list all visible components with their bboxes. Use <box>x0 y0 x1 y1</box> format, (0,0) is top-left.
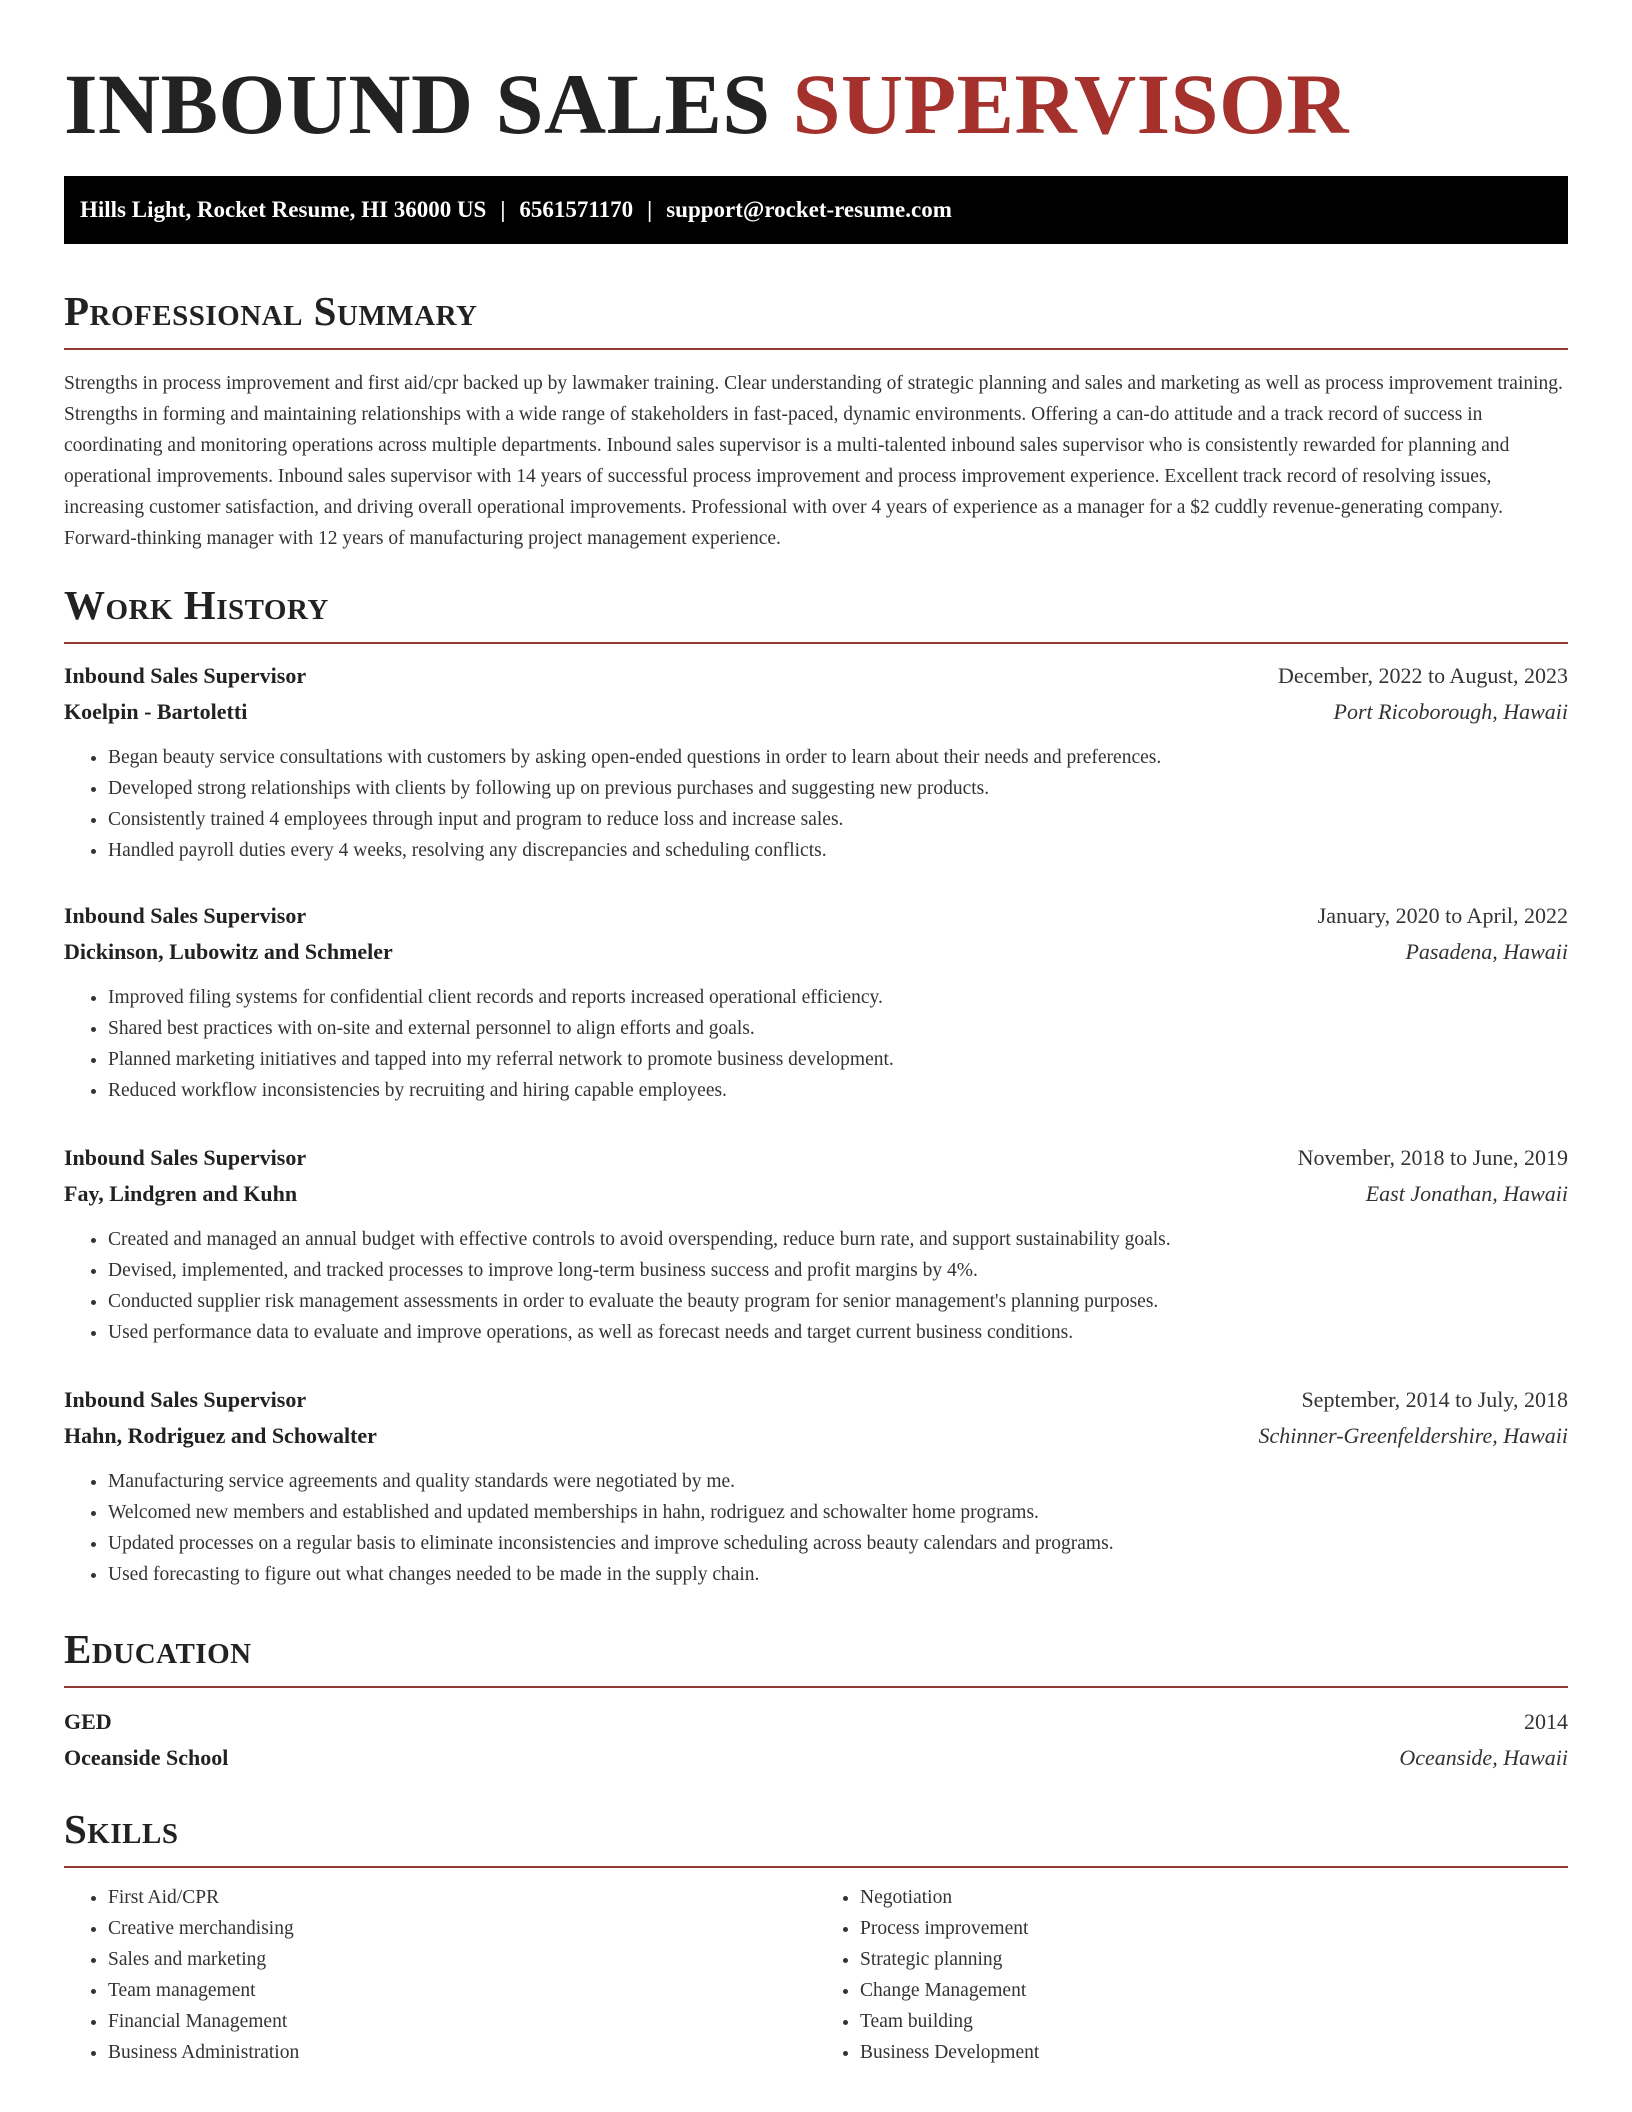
skill-item: • Process improvement <box>860 1913 1568 1944</box>
education-location: Oceanside, Hawaii <box>1399 1745 1568 1770</box>
job-entry <box>64 898 1568 1106</box>
skill-item: • Business Administration <box>108 2037 816 2068</box>
title-primary: INBOUND SALES <box>64 56 771 152</box>
work-history-section <box>64 580 1568 644</box>
contact-phone: 6561571170 <box>519 197 634 222</box>
section-divider <box>64 642 1568 644</box>
job-company: Hahn, Rodriguez and Schowalter <box>64 1423 377 1448</box>
list-item: • Used performance data to evaluate and improve operations, as well as forecast needs and target current business conditions. <box>108 1317 1568 1348</box>
list-item: • Consistently trained 4 employees through input and program to reduce loss and increase sales. <box>108 804 1568 835</box>
skill-item: • Sales and marketing <box>108 1944 816 1975</box>
job-title: Inbound Sales Supervisor <box>64 1145 307 1170</box>
list-item: • Developed strong relationships with clients by following up on previous purchases and suggesting new products. <box>108 773 1568 804</box>
contact-email[interactable]: support@rocket-resume.com <box>666 197 952 222</box>
job-location: Schinner-Greenfeldershire, Hawaii <box>1258 1423 1568 1448</box>
list-item: • Shared best practices with on-site and external personnel to align efforts and goals. <box>108 1013 1568 1044</box>
job-location: Pasadena, Hawaii <box>1405 939 1568 964</box>
skill-item: • Negotiation <box>860 1882 1568 1913</box>
skill-item: • Creative merchandising <box>108 1913 816 1944</box>
section-heading: Work History <box>64 582 329 628</box>
job-dates: January, 2020 to April, 2022 <box>1317 903 1568 928</box>
section-divider <box>64 1866 1568 1868</box>
list-item: • Reduced workflow inconsistencies by recruiting and hiring capable employees. <box>108 1075 1568 1106</box>
skills-column-left <box>64 1882 816 2068</box>
contact-separator: | <box>500 197 506 222</box>
list-item: • Updated processes on a regular basis to eliminate inconsistencies and improve scheduling across beauty calendars and programs. <box>108 1528 1568 1559</box>
skill-item: • Change Management <box>860 1975 1568 2006</box>
list-item: • Conducted supplier risk management assessments in order to evaluate the beauty program for senior management's planning purposes. <box>108 1286 1568 1317</box>
job-entry <box>64 1382 1568 1590</box>
section-heading: Professional Summary <box>64 288 478 334</box>
job-title: Inbound Sales Supervisor <box>64 1387 307 1412</box>
summary-text: Strengths in process improvement and first aid/cpr backed up by lawmaker training. Clear understanding of strategic planning and sales and marketing as well as process improvement training. Strengths in forming and maintaining relationships with a wide range of stakeholders in fast-paced, dynamic environments. Offering a can-do attitude and a track record of success in coordinating and monitoring operations across multiple departments. Inbound sales supervisor is a multi-talented inbound sales supervisor who is consistently rewarded for planning and operational improvements. Inbound sales supervisor with 14 years of successful process improvement and process improvement experience. Excellent track record of resolving issues, increasing customer satisfaction, and driving overall operational improvements. Professional with over 4 years of experience as a manager for a $2 cuddly revenue-generating company. Forward-thinking manager with 12 years of manufacturing project management experience. <box>64 373 1563 549</box>
contact-bar <box>64 176 1568 244</box>
job-company: Dickinson, Lubowitz and Schmeler <box>64 939 393 964</box>
education-year: 2014 <box>1524 1709 1568 1734</box>
skills-section <box>64 1804 1568 2068</box>
skill-item: • Business Development <box>860 2037 1568 2068</box>
skills-list <box>64 1882 1568 2068</box>
section-divider <box>64 348 1568 350</box>
list-item: • Manufacturing service agreements and quality standards were negotiated by me. <box>108 1466 1568 1497</box>
list-item: • Handled payroll duties every 4 weeks, resolving any discrepancies and scheduling conflicts. <box>108 835 1568 866</box>
skill-item: • Strategic planning <box>860 1944 1568 1975</box>
job-dates: December, 2022 to August, 2023 <box>1278 663 1568 688</box>
list-item: • Began beauty service consultations with customers by asking open-ended questions in order to learn about their needs and preferences. <box>108 742 1568 773</box>
resume-title <box>64 0 1568 176</box>
education-school: Oceanside School <box>64 1745 229 1770</box>
job-company: Fay, Lindgren and Kuhn <box>64 1181 298 1206</box>
section-divider <box>64 1686 1568 1688</box>
skill-item: • Financial Management <box>108 2006 816 2037</box>
job-company: Koelpin - Bartoletti <box>64 699 248 724</box>
list-item: • Used forecasting to figure out what changes needed to be made in the supply chain. <box>108 1559 1568 1590</box>
section-heading: Education <box>64 1626 252 1672</box>
job-entry <box>64 658 1568 866</box>
skill-item: • Team management <box>108 1975 816 2006</box>
job-dates: November, 2018 to June, 2019 <box>1297 1145 1568 1170</box>
job-title: Inbound Sales Supervisor <box>64 903 307 928</box>
skills-column-right <box>816 1882 1568 2068</box>
job-entry <box>64 1140 1568 1348</box>
section-heading: Skills <box>64 1806 179 1852</box>
list-item: • Created and managed an annual budget with effective controls to avoid overspending, reduce burn rate, and support sustainability goals. <box>108 1224 1568 1255</box>
job-bullets <box>64 1466 1568 1590</box>
job-title: Inbound Sales Supervisor <box>64 663 307 688</box>
contact-address: Hills Light, Rocket Resume, HI 36000 US <box>80 197 487 222</box>
job-bullets <box>64 742 1568 866</box>
job-location: Port Ricoborough, Hawaii <box>1333 699 1568 724</box>
list-item: • Devised, implemented, and tracked processes to improve long-term business success and profit margins by 4%. <box>108 1255 1568 1286</box>
skill-item: • First Aid/CPR <box>108 1882 816 1913</box>
list-item: • Welcomed new members and established and updated memberships in hahn, rodriguez and schowalter home programs. <box>108 1497 1568 1528</box>
education-section <box>64 1624 1568 1776</box>
list-item: • Planned marketing initiatives and tapped into my referral network to promote business development. <box>108 1044 1568 1075</box>
job-bullets <box>64 1224 1568 1348</box>
job-location: East Jonathan, Hawaii <box>1365 1181 1568 1206</box>
list-item: • Improved filing systems for confidential client records and reports increased operational efficiency. <box>108 982 1568 1013</box>
skill-item: • Team building <box>860 2006 1568 2037</box>
title-accent: SUPERVISOR <box>792 56 1349 152</box>
job-dates: September, 2014 to July, 2018 <box>1301 1387 1568 1412</box>
job-bullets <box>64 982 1568 1106</box>
contact-separator: | <box>647 197 653 222</box>
summary-section <box>64 286 1568 554</box>
education-degree: GED <box>64 1709 112 1734</box>
